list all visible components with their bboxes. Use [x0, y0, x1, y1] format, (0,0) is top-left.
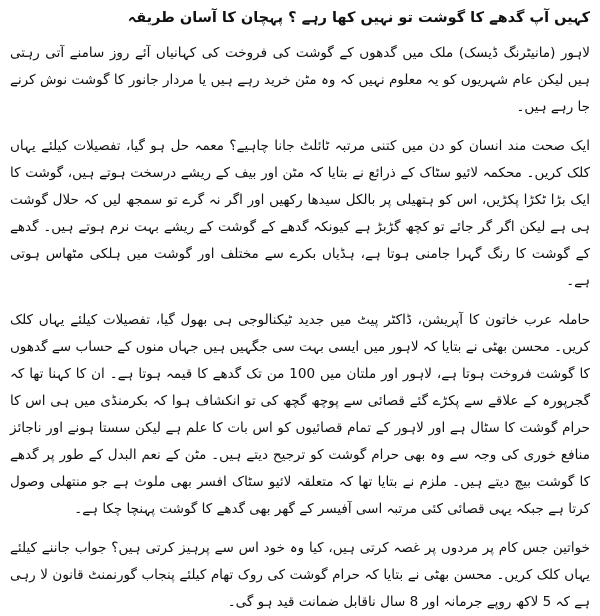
article-headline: کہیں آپ گدھے کا گوشت تو نہیں کھا رہے ؟ پہچان کا آسان طریقہ	[127, 10, 590, 26]
article-body	[10, 40, 590, 616]
paragraph-legislation: خواتین جس کام پر مردوں پر غصہ کرتی ہیں، کیا وہ خود اس سے پرہیز کرتی ہیں؟ جواب جاننے کیلئے یہاں کلک کریں۔ محسن بھٹی نے بتایا کہ حرام گوشت کی روک تھام کیلئے پنجاب گورنمنٹ قانون لا رہی ہے کہ 5 لاکھ روپے جرمانہ اور 8 سال ناقابل ضمانت قید ہو گی۔	[10, 540, 590, 610]
paragraph-investigation: حاملہ عرب خاتون کا آپریشن، ڈاکٹر پیٹ میں جدید ٹیکنالوجی ہی بھول گیا، تفصیلات کیلئے یہاں کلک کریں۔ محسن بھٹی نے بتایا کہ لاہور میں ایسی بہت سی جگہیں ہیں جہاں منوں کے حساب سے گدھوں کا گوشت فروخت ہوتا ہے، لاہور اور ملتان میں 100 من تک گدھے کا قیمہ ہوتا ہے۔ ان کا کہنا تھا کہ گجرپورہ کے علاقے سے پکڑے گئے قصائی سے پوچھ گچھ کی تو انکشاف ہوا کہ بکرمنڈی میں ہی اس کا حرام گوشت کا سٹال ہے اور لاہور کے تمام قصائیوں کو اس بات کا علم ہے لیکن سستا ہونے اور ناجائز منافع خوری کی وجہ سے وہ بھی حرام گوشت کو ترجیح دیتے ہیں۔ مٹن کے نعم البدل کے طور پر گدھے کا گوشت بیچ دیتے ہیں۔ ملزم نے بتایا تھا کہ متعلقہ لائیو سٹاک افسر بھی ملوث ہے جو منتھلی وصول کرتا ہے جبکہ یہی قصائی کئی مرتبہ اسی آفیسر کے گھر بھی گدھے کا گوشت پہنچا چکا ہے۔	[10, 312, 590, 517]
paragraph-intro: لاہور (مانیٹرنگ ڈیسک) ملک میں گدھوں کے گوشت کی فروخت کی کہانیاں آئے روز سامنے آتی رہتی ہیں لیکن عام شہریوں کو یہ معلوم نہیں کہ وہ مٹن خرید رہے ہیں یا مردار جانور کا گوشت نوش کرنے جا رہے ہیں۔	[10, 45, 590, 115]
paragraph-identification: ایک صحت مند انسان کو دن میں کتنی مرتبہ ٹائلٹ جانا چاہیے؟ معمہ حل ہو گیا، تفصیلات کیلئے یہاں کلک کریں۔ محکمہ لائیو سٹاک کے ذرائع نے بتایا کہ مٹن اور بیف کے ریشے درسخت ہوتے ہیں، گوشت کا ایک بڑا ٹکڑا پکڑیں، اس کو ہتھیلی پر بالکل سیدھا رکھیں اور اگر نہ گرے تو سمجھ لیں کہ حلال گوشت ہی ہے لیکن اگر گر جائے تو کچھ گڑبڑ ہے کیونکہ گدھے کے گوشت کے ریشے بہت نرم ہوتے ہیں۔ گدھے کے گوشت کا رنگ گہرا جامنی ہوتا ہے، ہڈیاں بکرے سے مختلف اور گوشت میں ہلکی مٹھاس ہوتی ہے۔	[10, 138, 590, 289]
